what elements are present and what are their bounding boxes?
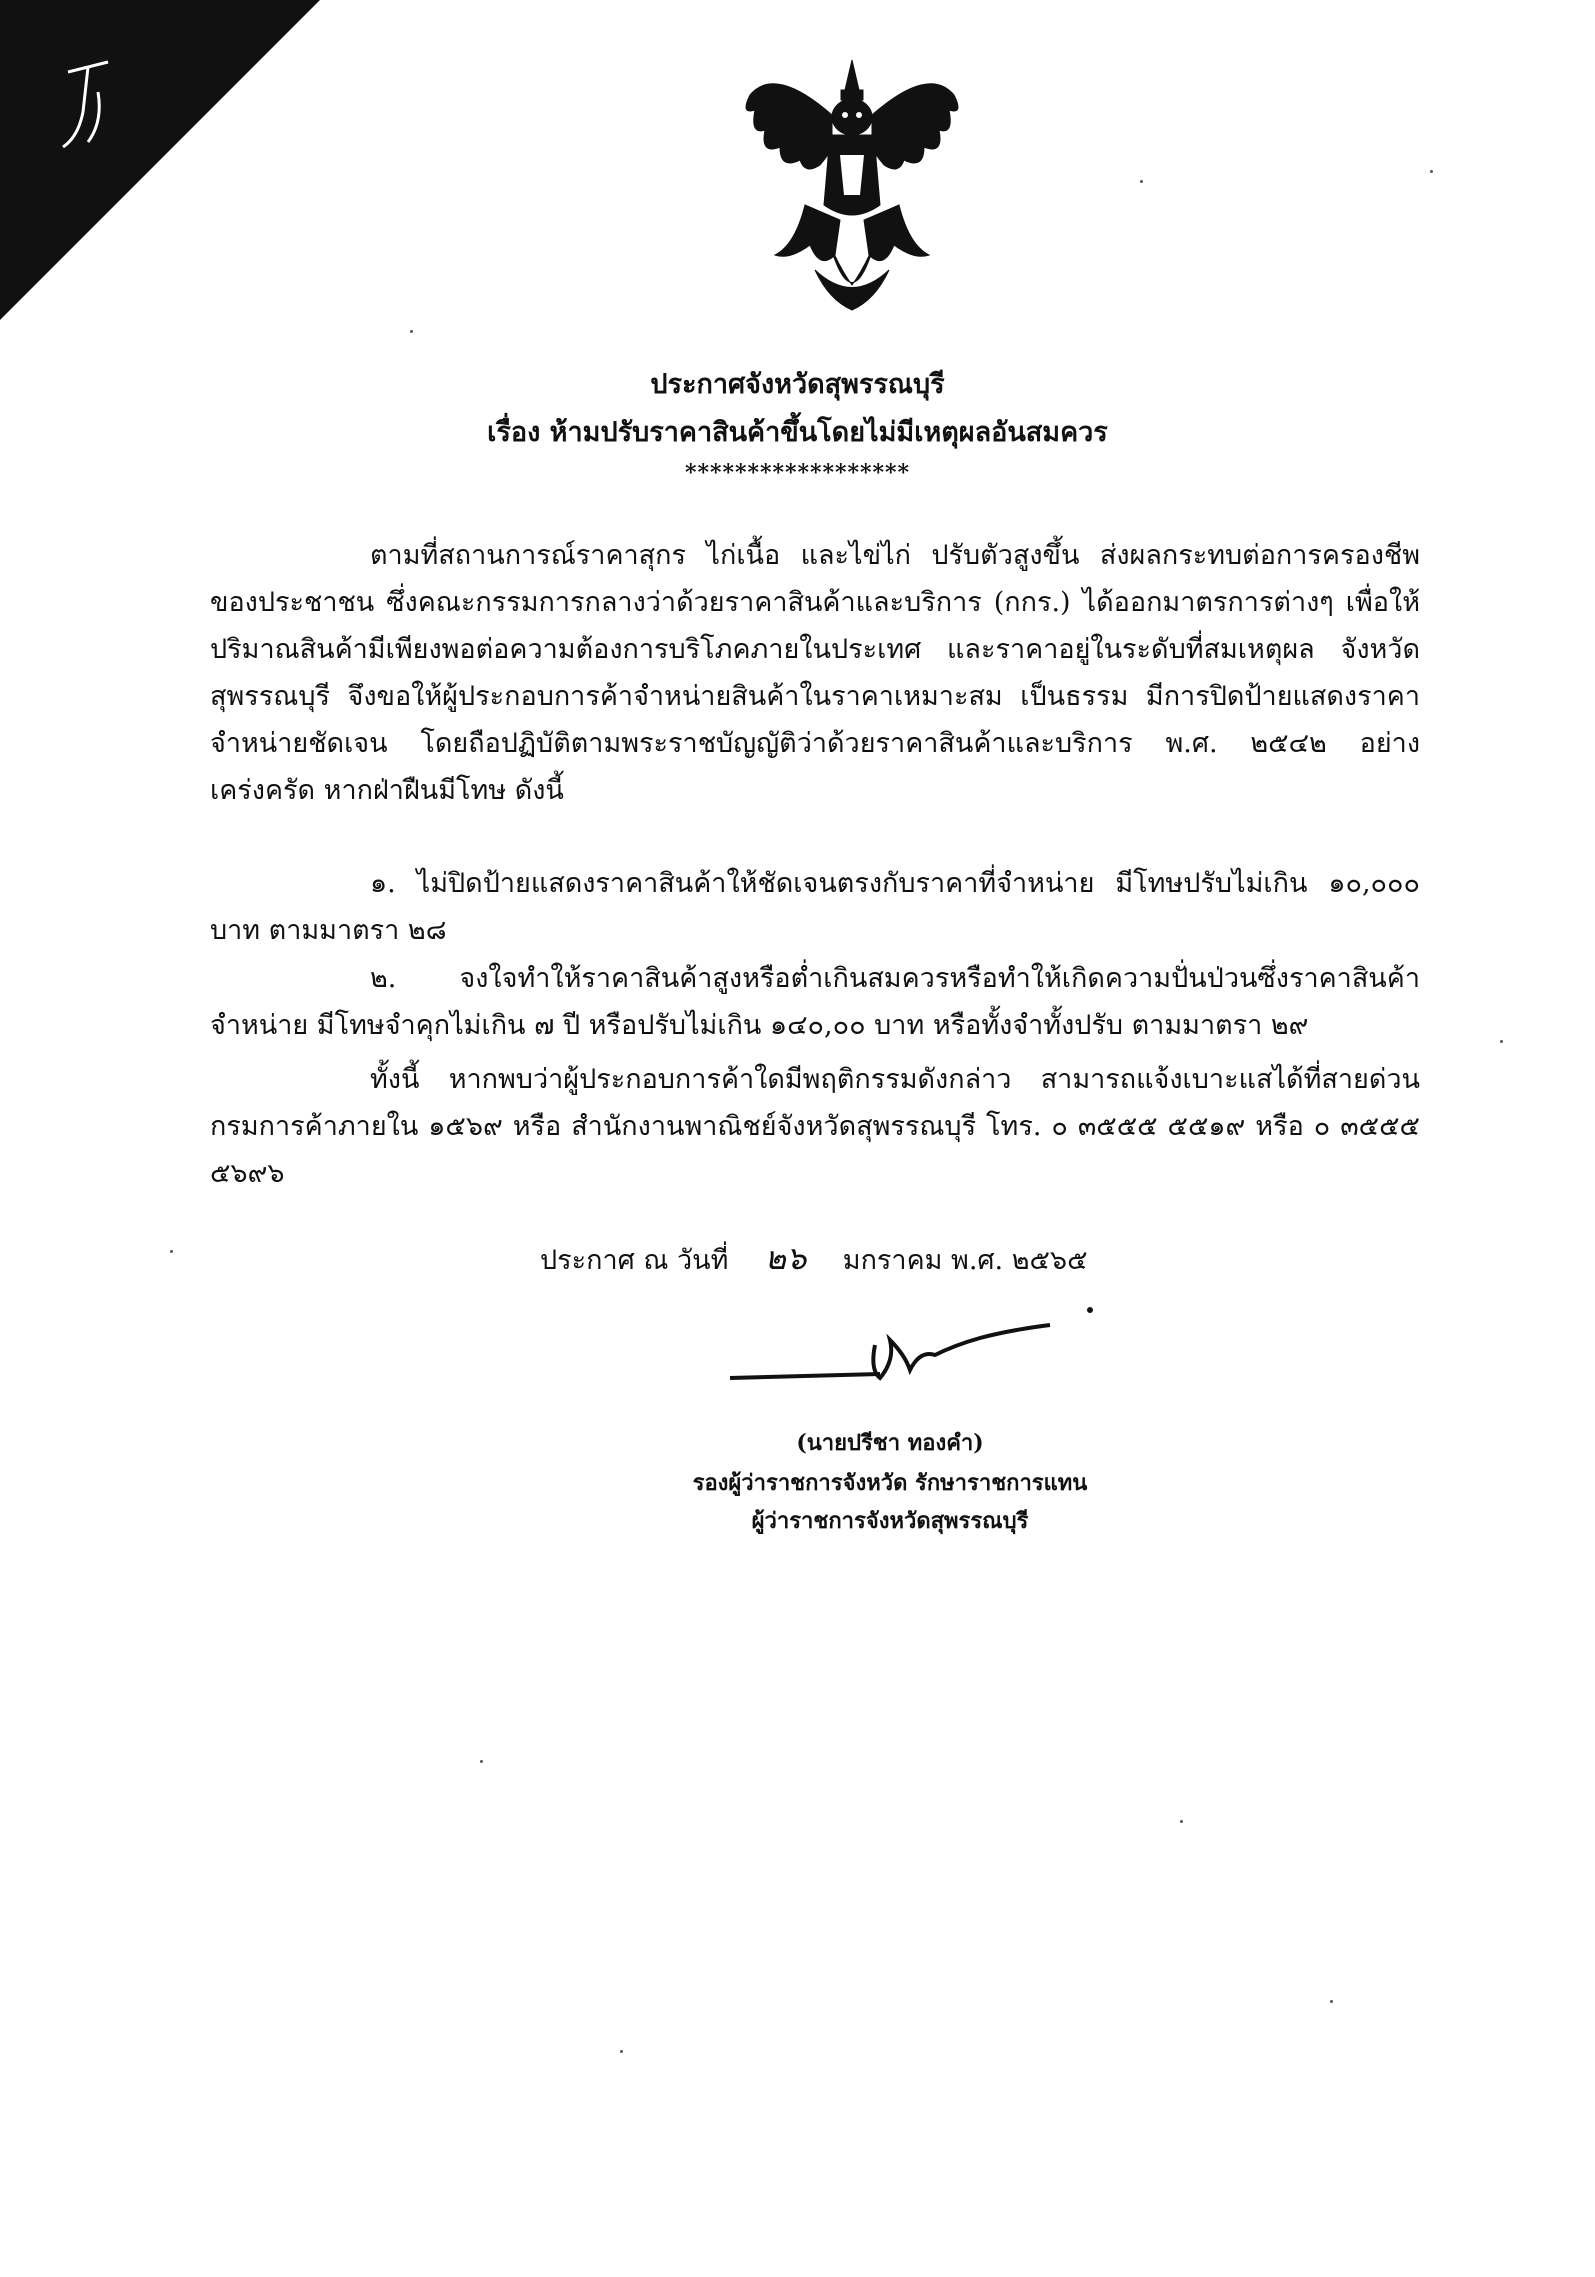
penalty-item-2-text: ๒. จงใจทำให้ราคาสินค้าสูงหรือต่ำเกินสมควรหรือทำให้เกิดความปั่นป่วนซึ่งราคาสินค้าจำหน่าย มีโทษจำคุกไม่เกิน ๗ ปี หรือปรับไม่เกิน ๑๔๐,๐๐ บาท หรือทั้งจำทั้งปรับ ตามมาตรา ๒๙ — [210, 963, 1420, 1041]
closing-paragraph — [210, 1056, 1420, 1197]
announcement-prefix: ประกาศ ณ วันที่ — [540, 1245, 729, 1276]
signatory-title-line1: รองผู้ว่าราชการจังหวัด รักษาราชการแทน — [692, 1470, 1088, 1496]
signatory-title-line2: ผู้ว่าราชการจังหวัดสุพรรณบุรี — [751, 1508, 1029, 1534]
document-subject: เรื่อง ห้ามปรับราคาสินค้าขึ้นโดยไม่มีเหตุผลอันสมควร — [487, 417, 1108, 448]
document-title: ประกาศจังหวัดสุพรรณบุรี — [650, 369, 945, 400]
scan-speck — [170, 1250, 173, 1253]
signatory-name: (นายปรีชา ทองคำ) — [796, 1430, 984, 1456]
intro-paragraph — [210, 532, 1420, 814]
scan-speck — [1180, 1820, 1183, 1823]
scan-speck — [1500, 1040, 1503, 1043]
handwritten-signature-icon — [720, 1300, 1120, 1410]
announcement-day: ๒๖ — [764, 1239, 807, 1277]
announcement-month-year: มกราคม พ.ศ. ๒๕๖๕ — [842, 1245, 1088, 1276]
scan-speck — [1330, 2000, 1333, 2003]
penalty-item-2 — [210, 955, 1420, 1049]
penalty-item-1-text: ๑. ไม่ปิดป้ายแสดงราคาสินค้าให้ชัดเจนตรงกับราคาที่จำหน่าย มีโทษปรับไม่เกิน ๑๐,๐๐๐ บาท ตามมาตรา ๒๘ — [210, 868, 1420, 946]
scan-speck — [1430, 170, 1433, 173]
scan-speck — [1140, 180, 1143, 183]
intro-text: ตามที่สถานการณ์ราคาสุกร ไก่เนื้อ และไข่ไก่ ปรับตัวสูงขึ้น ส่งผลกระทบต่อการครองชีพของประชาชน ซึ่งคณะกรรมการกลางว่าด้วยราคาสินค้าและบริการ (กกร.) ได้ออกมาตรการต่างๆ เพื่อให้ปริมาณสินค้ามีเพียงพอต่อความต้องการบริโภคภายในประเทศ และราคาอยู่ในระดับที่สมเหตุผล จังหวัดสุพรรณบุรี จึงขอให้ผู้ประกอบการค้าจำหน่ายสินค้าในราคาเหมาะสม เป็นธรรม มีการปิดป้ายแสดงราคาจำหน่ายชัดเจน โดยถือปฏิบัติตามพระราชบัญญัติว่าด้วยราคาสินค้าและบริการ พ.ศ. ๒๕๔๒ อย่างเคร่งครัด หากฝ่าฝืนมีโทษ ดังนี้ — [210, 540, 1420, 806]
scan-speck — [480, 1760, 483, 1763]
header-separator: ****************** — [684, 460, 911, 486]
handwritten-mark-icon — [48, 52, 128, 162]
penalty-item-1 — [210, 860, 1420, 954]
scan-speck — [410, 330, 413, 333]
garuda-emblem-icon — [735, 55, 970, 320]
closing-text: ทั้งนี้ หากพบว่าผู้ประกอบการค้าใดมีพฤติกรรมดังกล่าว สามารถแจ้งเบาะแสได้ที่สายด่วน กรมการค้าภายใน ๑๕๖๙ หรือ สำนักงานพาณิชย์จังหวัดสุพรรณบุรี โทร. ๐ ๓๕๕๕ ๕๕๑๙ หรือ ๐ ๓๕๕๕ ๕๖๙๖ — [210, 1064, 1420, 1189]
scan-speck — [620, 2050, 623, 2053]
announcement-date — [540, 1238, 1088, 1281]
